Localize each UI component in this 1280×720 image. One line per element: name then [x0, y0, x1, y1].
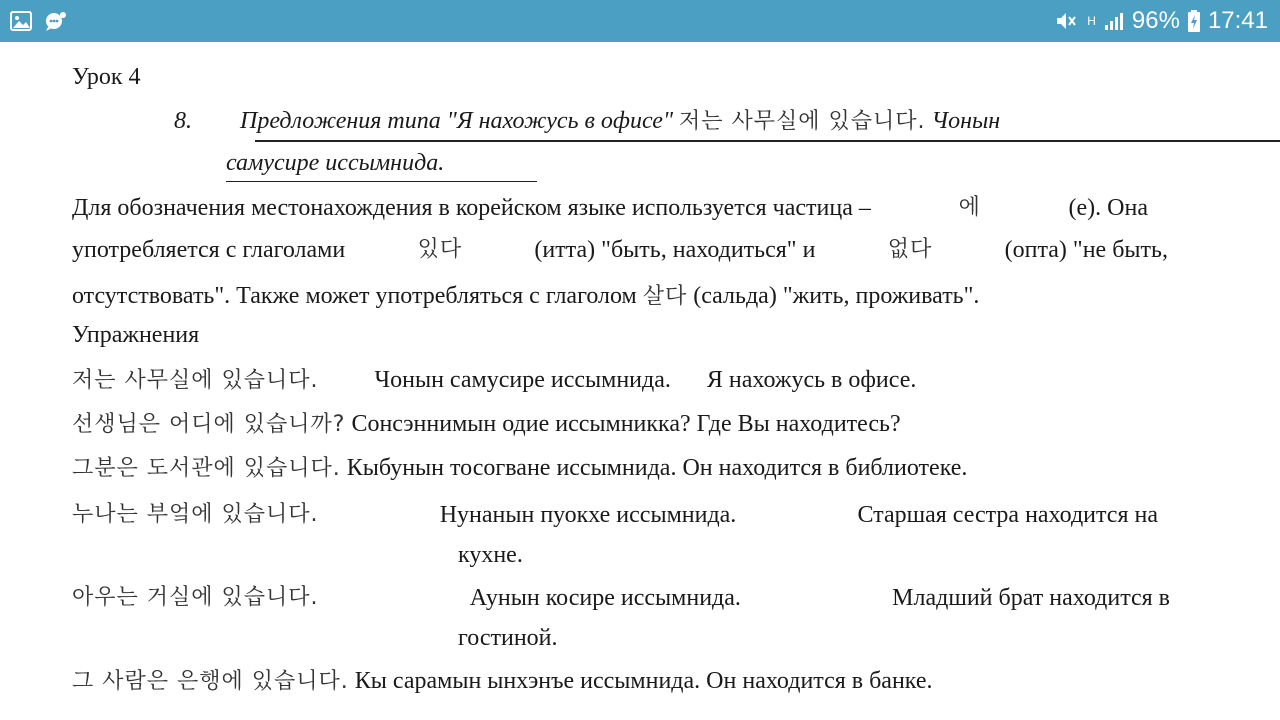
section-underline-2 — [226, 181, 537, 182]
lesson-heading: Урок 4 — [72, 64, 141, 90]
section-title-kr: 저는 사무실에 있습니다. — [679, 109, 926, 134]
chat-notification-icon — [44, 11, 66, 31]
example-row: 저는 사무실에 있습니다. Чонын самусире иссымнида. Я нахожусь в офисе. — [72, 367, 917, 393]
section-underline — [255, 140, 1280, 142]
example-row: 그 사람은 은행에 있습니다. Кы сарамын ынхэнъе иссымнида. Он находится в банке. — [72, 668, 933, 694]
section-title-ru: Предложения типа "Я нахожусь в офисе" — [240, 108, 674, 134]
status-bar — [0, 0, 1280, 42]
gallery-notification-icon — [10, 11, 32, 31]
signal-icon — [1104, 11, 1124, 31]
section-number: 8. — [174, 108, 192, 134]
document-page — [0, 42, 1280, 720]
battery-charging-icon — [1188, 10, 1200, 32]
exercises-heading: Упражнения — [72, 322, 200, 348]
paragraph-line-1: Для обозначения местонахождения в корейском языке используется частица – 에 (е). Она — [72, 195, 1148, 221]
section-title-rom-cont: самусире иссымнида. — [226, 150, 445, 176]
example-row-continuation: кухне. — [458, 542, 523, 568]
paragraph-line-2: употребляется с глаголами 있다 (итта) "быть, находиться" и 없다 (опта) "не быть, — [72, 237, 1168, 263]
example-row: 그분은 도서관에 있습니다. Кыбунын тосогване иссымнида. Он находится в библиотеке. — [72, 455, 968, 481]
example-row-continuation: гостиной. — [458, 625, 558, 651]
battery-percent: 96% — [1131, 7, 1180, 34]
paragraph-line-3: отсутствовать". Также может употребляться с глаголом 살다 (сальда) "жить, проживать". — [72, 283, 980, 309]
clock: 17:41 — [1207, 7, 1268, 34]
example-row: 아우는 거실에 있습니다. Аунын косире иссымнида. Младший брат находится в — [72, 585, 1170, 611]
section-title — [240, 106, 1000, 137]
mute-icon — [1055, 10, 1079, 32]
example-row: 누나는 부엌에 있습니다. Нунанын пуокхе иссымнида. Старшая сестра находится на — [72, 502, 1158, 528]
section-title-rom: Чонын — [931, 108, 1001, 134]
network-type-label: H — [1087, 14, 1096, 28]
example-row: 선생님은 어디에 있습니까? Сонсэннимын одие иссымникка? Где Вы находитесь? — [72, 411, 901, 437]
